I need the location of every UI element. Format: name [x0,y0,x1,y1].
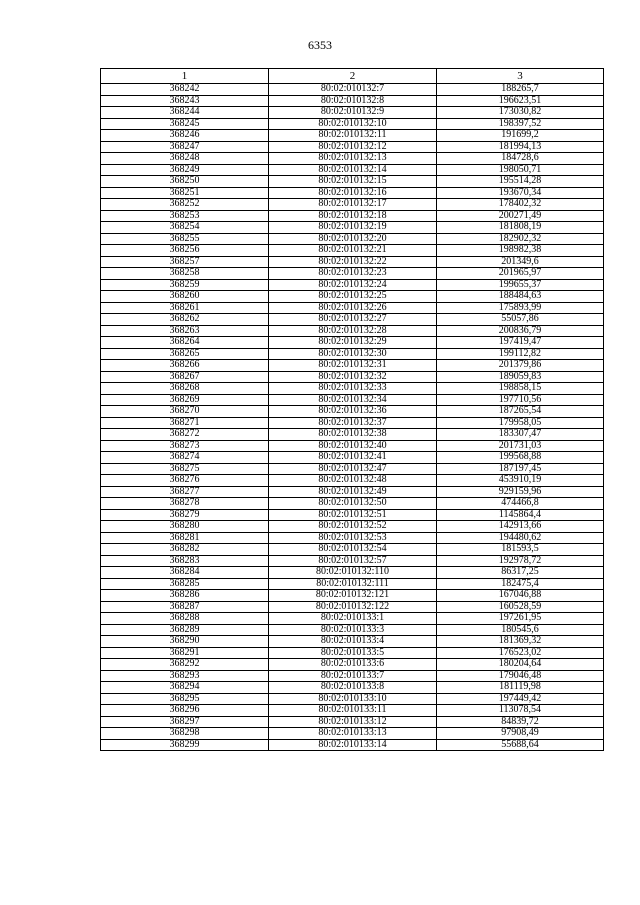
record-number-cell: 368276 [101,475,269,487]
table-row [101,394,604,406]
table-row [101,222,604,234]
table-row [101,659,604,671]
record-number-cell: 368289 [101,624,269,636]
cadastral-number-cell: 80:02:010132:34 [269,394,437,406]
record-number-cell: 368270 [101,406,269,418]
value-cell: 113078,54 [437,705,604,717]
table-row [101,590,604,602]
data-table [100,68,604,751]
value-cell: 198858,15 [437,383,604,395]
table-row [101,233,604,245]
value-cell: 167046,88 [437,590,604,602]
record-number-cell: 368275 [101,463,269,475]
cadastral-number-cell: 80:02:010132:47 [269,463,437,475]
record-number-cell: 368287 [101,601,269,613]
table-row [101,509,604,521]
cadastral-number-cell: 80:02:010132:25 [269,291,437,303]
cadastral-number-cell: 80:02:010132:49 [269,486,437,498]
column-header-3: 3 [437,69,604,84]
value-cell: 474466,8 [437,498,604,510]
table-row [101,601,604,613]
record-number-cell: 368268 [101,383,269,395]
cadastral-number-cell: 80:02:010132:7 [269,84,437,96]
value-cell: 197261,95 [437,613,604,625]
table-row [101,291,604,303]
cadastral-number-cell: 80:02:010132:16 [269,187,437,199]
cadastral-number-cell: 80:02:010132:11 [269,130,437,142]
cadastral-number-cell: 80:02:010133:14 [269,739,437,751]
value-cell: 178402,32 [437,199,604,211]
value-cell: 142913,66 [437,521,604,533]
table-row [101,130,604,142]
value-cell: 86317,25 [437,567,604,579]
record-number-cell: 368291 [101,647,269,659]
table-row [101,440,604,452]
cadastral-number-cell: 80:02:010132:24 [269,279,437,291]
table-row [101,383,604,395]
cadastral-number-cell: 80:02:010132:22 [269,256,437,268]
value-cell: 97908,49 [437,728,604,740]
value-cell: 200836,79 [437,325,604,337]
value-cell: 183307,47 [437,429,604,441]
table-row [101,728,604,740]
table-row [101,739,604,751]
table-row [101,670,604,682]
record-number-cell: 368281 [101,532,269,544]
cadastral-number-cell: 80:02:010132:13 [269,153,437,165]
record-number-cell: 368285 [101,578,269,590]
value-cell: 179046,48 [437,670,604,682]
cadastral-number-cell: 80:02:010132:57 [269,555,437,567]
table-row [101,647,604,659]
value-cell: 182475,4 [437,578,604,590]
value-cell: 181369,32 [437,636,604,648]
value-cell: 181808,19 [437,222,604,234]
table-row [101,337,604,349]
value-cell: 200271,49 [437,210,604,222]
record-number-cell: 368295 [101,693,269,705]
value-cell: 201379,86 [437,360,604,372]
cadastral-number-cell: 80:02:010132:110 [269,567,437,579]
table-row [101,544,604,556]
record-number-cell: 368290 [101,636,269,648]
column-header-1: 1 [101,69,269,84]
value-cell: 180204,64 [437,659,604,671]
record-number-cell: 368262 [101,314,269,326]
table-row [101,705,604,717]
table-row [101,360,604,372]
value-cell: 55688,64 [437,739,604,751]
table-row [101,245,604,257]
value-cell: 55057,86 [437,314,604,326]
table-row [101,371,604,383]
cadastral-number-cell: 80:02:010132:32 [269,371,437,383]
value-cell: 180545,6 [437,624,604,636]
value-cell: 201965,97 [437,268,604,280]
value-cell: 176523,02 [437,647,604,659]
table-row [101,475,604,487]
record-number-cell: 368273 [101,440,269,452]
value-cell: 195514,28 [437,176,604,188]
record-number-cell: 368298 [101,728,269,740]
table-row [101,578,604,590]
value-cell: 188265,7 [437,84,604,96]
cadastral-number-cell: 80:02:010132:19 [269,222,437,234]
value-cell: 196623,51 [437,95,604,107]
cadastral-number-cell: 80:02:010132:54 [269,544,437,556]
cadastral-number-cell: 80:02:010132:30 [269,348,437,360]
record-number-cell: 368264 [101,337,269,349]
value-cell: 182902,32 [437,233,604,245]
cadastral-number-cell: 80:02:010132:21 [269,245,437,257]
cadastral-number-cell: 80:02:010132:26 [269,302,437,314]
record-number-cell: 368256 [101,245,269,257]
cadastral-number-cell: 80:02:010133:8 [269,682,437,694]
record-number-cell: 368288 [101,613,269,625]
cadastral-number-cell: 80:02:010132:9 [269,107,437,119]
record-number-cell: 368282 [101,544,269,556]
record-number-cell: 368245 [101,118,269,130]
record-number-cell: 368255 [101,233,269,245]
table-row [101,555,604,567]
cadastral-number-cell: 80:02:010132:40 [269,440,437,452]
record-number-cell: 368296 [101,705,269,717]
value-cell: 181994,13 [437,141,604,153]
cadastral-number-cell: 80:02:010132:17 [269,199,437,211]
table-row [101,199,604,211]
table-row [101,567,604,579]
cadastral-number-cell: 80:02:010132:10 [269,118,437,130]
record-number-cell: 368244 [101,107,269,119]
table-row [101,325,604,337]
table-row [101,521,604,533]
cadastral-number-cell: 80:02:010133:12 [269,716,437,728]
table-row [101,417,604,429]
record-number-cell: 368251 [101,187,269,199]
table-row [101,463,604,475]
table-row [101,164,604,176]
cadastral-number-cell: 80:02:010133:7 [269,670,437,682]
cadastral-number-cell: 80:02:010132:122 [269,601,437,613]
record-number-cell: 368260 [101,291,269,303]
value-cell: 84839,72 [437,716,604,728]
table-row [101,314,604,326]
cadastral-number-cell: 80:02:010132:29 [269,337,437,349]
table-header-row [101,69,604,84]
value-cell: 175893,99 [437,302,604,314]
value-cell: 199655,37 [437,279,604,291]
cadastral-number-cell: 80:02:010132:51 [269,509,437,521]
record-number-cell: 368286 [101,590,269,602]
cadastral-number-cell: 80:02:010132:48 [269,475,437,487]
value-cell: 181593,5 [437,544,604,556]
record-number-cell: 368246 [101,130,269,142]
table-row [101,429,604,441]
table-row [101,406,604,418]
value-cell: 198982,38 [437,245,604,257]
value-cell: 193670,34 [437,187,604,199]
cadastral-number-cell: 80:02:010133:4 [269,636,437,648]
value-cell: 179958,05 [437,417,604,429]
record-number-cell: 368249 [101,164,269,176]
cadastral-number-cell: 80:02:010132:28 [269,325,437,337]
cadastral-number-cell: 80:02:010132:15 [269,176,437,188]
value-cell: 160528,59 [437,601,604,613]
record-number-cell: 368253 [101,210,269,222]
value-cell: 198397,52 [437,118,604,130]
value-cell: 189059,83 [437,371,604,383]
table-row [101,486,604,498]
table-row [101,348,604,360]
table-row [101,613,604,625]
record-number-cell: 368252 [101,199,269,211]
cadastral-number-cell: 80:02:010132:53 [269,532,437,544]
record-number-cell: 368242 [101,84,269,96]
value-cell: 194480,62 [437,532,604,544]
table-body [101,84,604,751]
record-number-cell: 368297 [101,716,269,728]
cadastral-number-cell: 80:02:010133:10 [269,693,437,705]
value-cell: 1145864,4 [437,509,604,521]
table-row [101,187,604,199]
cadastral-number-cell: 80:02:010132:31 [269,360,437,372]
record-number-cell: 368261 [101,302,269,314]
cadastral-number-cell: 80:02:010133:13 [269,728,437,740]
cadastral-number-cell: 80:02:010132:38 [269,429,437,441]
record-number-cell: 368280 [101,521,269,533]
cadastral-number-cell: 80:02:010132:36 [269,406,437,418]
table-row [101,84,604,96]
table-row [101,624,604,636]
record-number-cell: 368272 [101,429,269,441]
table-row [101,153,604,165]
value-cell: 187265,54 [437,406,604,418]
record-number-cell: 368263 [101,325,269,337]
table-row [101,141,604,153]
cadastral-number-cell: 80:02:010133:3 [269,624,437,636]
record-number-cell: 368269 [101,394,269,406]
table-row [101,693,604,705]
table-row [101,107,604,119]
cadastral-number-cell: 80:02:010132:111 [269,578,437,590]
table-row [101,682,604,694]
value-cell: 201349,6 [437,256,604,268]
value-cell: 929159,96 [437,486,604,498]
cadastral-number-cell: 80:02:010133:11 [269,705,437,717]
record-number-cell: 368266 [101,360,269,372]
record-number-cell: 368292 [101,659,269,671]
value-cell: 187197,45 [437,463,604,475]
cadastral-number-cell: 80:02:010133:1 [269,613,437,625]
record-number-cell: 368294 [101,682,269,694]
cadastral-number-cell: 80:02:010132:41 [269,452,437,464]
table-row [101,532,604,544]
cadastral-number-cell: 80:02:010132:20 [269,233,437,245]
record-number-cell: 368254 [101,222,269,234]
cadastral-number-cell: 80:02:010132:33 [269,383,437,395]
record-number-cell: 368258 [101,268,269,280]
record-number-cell: 368274 [101,452,269,464]
cadastral-number-cell: 80:02:010132:37 [269,417,437,429]
value-cell: 173030,82 [437,107,604,119]
table-row [101,302,604,314]
record-number-cell: 368299 [101,739,269,751]
record-number-cell: 368293 [101,670,269,682]
record-number-cell: 368248 [101,153,269,165]
record-number-cell: 368284 [101,567,269,579]
value-cell: 199568,88 [437,452,604,464]
value-cell: 181119,98 [437,682,604,694]
value-cell: 199112,82 [437,348,604,360]
cadastral-number-cell: 80:02:010133:6 [269,659,437,671]
cadastral-number-cell: 80:02:010132:121 [269,590,437,602]
cadastral-number-cell: 80:02:010132:18 [269,210,437,222]
record-number-cell: 368250 [101,176,269,188]
record-number-cell: 368243 [101,95,269,107]
record-number-cell: 368257 [101,256,269,268]
cadastral-number-cell: 80:02:010132:8 [269,95,437,107]
cadastral-number-cell: 80:02:010132:14 [269,164,437,176]
value-cell: 192978,72 [437,555,604,567]
table-row [101,716,604,728]
table-row [101,95,604,107]
table-row [101,498,604,510]
table-row [101,452,604,464]
table-row [101,210,604,222]
value-cell: 197449,42 [437,693,604,705]
cadastral-number-cell: 80:02:010132:12 [269,141,437,153]
value-cell: 201731,03 [437,440,604,452]
value-cell: 198050,71 [437,164,604,176]
record-number-cell: 368277 [101,486,269,498]
page-number: 6353 [308,38,332,52]
cadastral-number-cell: 80:02:010132:27 [269,314,437,326]
table-row [101,118,604,130]
cadastral-number-cell: 80:02:010132:52 [269,521,437,533]
record-number-cell: 368279 [101,509,269,521]
record-number-cell: 368267 [101,371,269,383]
table-row [101,176,604,188]
table-row [101,268,604,280]
value-cell: 197710,56 [437,394,604,406]
record-number-cell: 368247 [101,141,269,153]
table-row [101,636,604,648]
cadastral-number-cell: 80:02:010132:50 [269,498,437,510]
cadastral-number-cell: 80:02:010133:5 [269,647,437,659]
table-row [101,256,604,268]
record-number-cell: 368283 [101,555,269,567]
record-number-cell: 368265 [101,348,269,360]
value-cell: 191699,2 [437,130,604,142]
record-number-cell: 368271 [101,417,269,429]
value-cell: 197419,47 [437,337,604,349]
value-cell: 453910,19 [437,475,604,487]
column-header-2: 2 [269,69,437,84]
cadastral-number-cell: 80:02:010132:23 [269,268,437,280]
value-cell: 184728,6 [437,153,604,165]
table-row [101,279,604,291]
record-number-cell: 368259 [101,279,269,291]
value-cell: 188484,63 [437,291,604,303]
record-number-cell: 368278 [101,498,269,510]
